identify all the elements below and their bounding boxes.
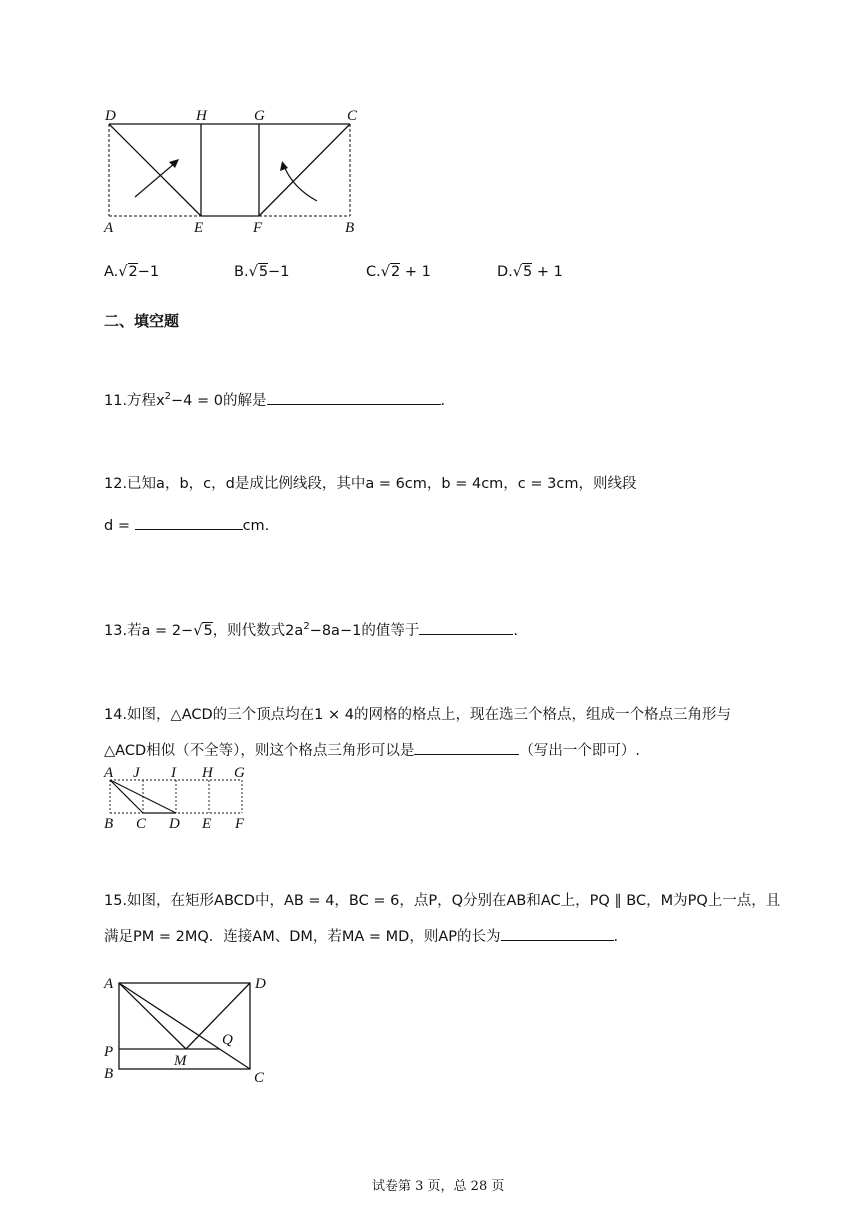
question-14-line1: 14.如图，△ACD的三个顶点均在1 × 4的网格的格点上，现在选三个格点，组成一个格点三角形与 bbox=[104, 707, 731, 723]
grid-label-I: I bbox=[171, 765, 176, 781]
option-rest: −1 bbox=[137, 264, 160, 280]
option-letter: D. bbox=[497, 264, 513, 280]
answer-blank-15[interactable] bbox=[501, 924, 614, 941]
label-A: A bbox=[104, 976, 114, 992]
label-E: E bbox=[194, 220, 204, 236]
question-12-line1: 12.已知a，b，c，d是成比例线段，其中a = 6cm，b = 4cm，c = 3cm，则线段 bbox=[104, 476, 637, 492]
q11-var: x bbox=[156, 392, 165, 409]
q15-end: . bbox=[613, 929, 619, 945]
sqrt-sign: √ bbox=[248, 264, 258, 280]
grid-label-D: D bbox=[169, 816, 180, 832]
grid-label-C: C bbox=[136, 816, 147, 832]
answer-blank-12[interactable] bbox=[135, 513, 243, 530]
question-15-line1: 15.如图，在矩形ABCD中，AB = 4，BC = 6，点P，Q分别在AB和AC上，PQ ∥ BC，M为PQ上一点，且 bbox=[104, 893, 781, 909]
answer-blank-11[interactable] bbox=[267, 388, 441, 405]
question-15-line2 bbox=[104, 924, 618, 947]
sqrt-sign: √ bbox=[118, 264, 128, 280]
grid-label-E: E bbox=[202, 816, 212, 832]
q13-radicand: 5 bbox=[203, 622, 213, 639]
radicand: 5 bbox=[523, 264, 533, 280]
answer-blank-14[interactable] bbox=[414, 738, 519, 755]
option-d bbox=[497, 262, 563, 282]
radicand: 2 bbox=[390, 264, 401, 280]
q12-end: . bbox=[264, 518, 270, 534]
q12-unit: cm bbox=[242, 518, 265, 534]
option-rest: + 1 bbox=[532, 264, 563, 280]
radicand: 5 bbox=[258, 264, 269, 280]
option-rest: −1 bbox=[268, 264, 290, 280]
label-Q: Q bbox=[222, 1032, 233, 1048]
q14-prefix: △ACD相似（不全等），则这个格点三角形可以是 bbox=[104, 743, 415, 759]
q13-prefix: 13.若a = 2− bbox=[104, 622, 194, 639]
label-B: B bbox=[345, 220, 355, 236]
figure-q15 bbox=[98, 966, 278, 1090]
q11-eq-rest: −4 = 0 bbox=[171, 392, 223, 409]
option-b bbox=[234, 262, 289, 282]
question-11 bbox=[104, 387, 445, 411]
label-F: F bbox=[253, 220, 263, 236]
sqrt-sign: √ bbox=[512, 264, 523, 280]
question-12-line2 bbox=[104, 513, 269, 536]
option-rest: + 1 bbox=[400, 264, 431, 280]
option-letter: C. bbox=[366, 264, 381, 280]
grid-label-G: G bbox=[234, 765, 245, 781]
figure-q14 bbox=[100, 762, 260, 832]
grid-label-J: J bbox=[133, 765, 140, 781]
q13-mid: ，则代数式2a bbox=[212, 622, 304, 639]
grid-label-A: A bbox=[104, 765, 114, 781]
q11-exponent: 2 bbox=[164, 391, 172, 402]
grid-label-H: H bbox=[202, 765, 213, 781]
option-c bbox=[366, 262, 431, 282]
radicand: 2 bbox=[128, 264, 138, 280]
q15-prefix: 满足PM = 2MQ．连接AM、DM，若MA = MD，则AP的长为 bbox=[104, 929, 501, 945]
label-M: M bbox=[174, 1053, 187, 1069]
question-13 bbox=[104, 617, 518, 641]
label-C: C bbox=[254, 1070, 265, 1086]
label-A: A bbox=[104, 220, 114, 236]
q13-rest: −8a−1的值等于 bbox=[309, 622, 420, 639]
q14-suffix: （写出一个即可）. bbox=[519, 743, 640, 759]
q11-end: . bbox=[440, 392, 446, 409]
grid-label-F: F bbox=[235, 816, 245, 832]
question-14-line2 bbox=[104, 738, 640, 761]
section-title: 二、填空题 bbox=[104, 312, 180, 330]
q13-exponent: 2 bbox=[303, 621, 310, 632]
label-D: D bbox=[105, 108, 116, 124]
label-B: B bbox=[104, 1066, 114, 1082]
label-H: H bbox=[196, 108, 207, 124]
label-D: D bbox=[255, 976, 266, 992]
answer-blank-13[interactable] bbox=[419, 618, 513, 635]
q11-suffix: 的解是 bbox=[223, 392, 267, 409]
option-letter: B. bbox=[234, 264, 249, 280]
sqrt-sign: √ bbox=[380, 264, 390, 280]
figure-q10 bbox=[95, 100, 375, 240]
q12-prefix: d = bbox=[104, 518, 135, 534]
grid-label-B: B bbox=[104, 816, 114, 832]
option-letter: A. bbox=[104, 264, 119, 280]
option-a bbox=[104, 262, 159, 282]
label-P: P bbox=[104, 1044, 114, 1060]
sqrt-sign: √ bbox=[193, 622, 203, 639]
q13-end: . bbox=[513, 622, 518, 639]
label-C: C bbox=[347, 108, 358, 124]
page-footer: 试卷第 3 页，总 28 页 bbox=[372, 1179, 505, 1194]
q11-prefix: 11.方程 bbox=[104, 392, 157, 409]
label-G: G bbox=[254, 108, 265, 124]
